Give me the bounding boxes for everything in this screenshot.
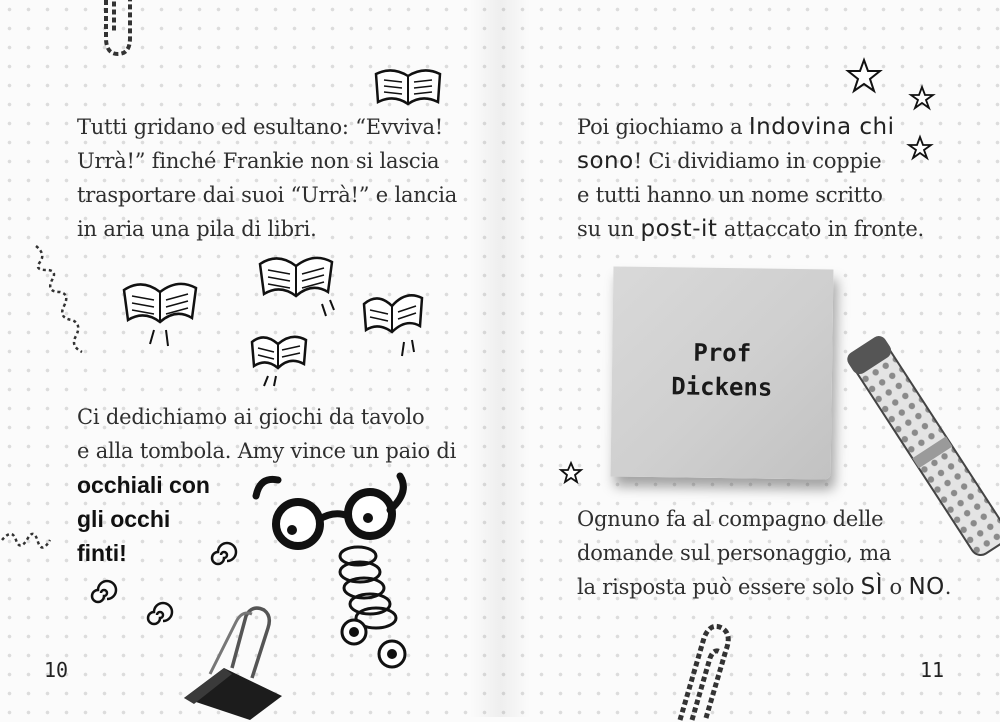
text-line: trasportare dai suoi “Urrà!” e lancia xyxy=(77,183,458,207)
post-it-line: Prof xyxy=(693,338,752,368)
text-line xyxy=(577,212,924,246)
handwritten-post-it: post-it xyxy=(640,216,718,242)
right-page xyxy=(502,0,1000,717)
text-fragment: attaccato in fronte. xyxy=(717,217,925,241)
post-it-paper xyxy=(611,266,834,479)
star-icon xyxy=(908,136,932,160)
spiral-icon xyxy=(86,578,116,608)
left-page xyxy=(0,0,498,717)
text-fragment: o xyxy=(883,575,909,599)
paperclip-icon xyxy=(670,622,730,722)
post-it-name xyxy=(612,334,833,405)
handwritten-no: NO xyxy=(908,574,945,600)
paragraph-guess-who xyxy=(577,110,924,246)
binder-clip-icon xyxy=(180,602,290,717)
page-number-right: 11 xyxy=(920,658,945,682)
flying-book-icon xyxy=(120,272,202,354)
paragraph-games xyxy=(77,400,456,468)
text-line xyxy=(577,570,951,604)
marker-pen-icon xyxy=(842,340,1000,540)
text-fragment: . xyxy=(944,575,952,599)
text-fragment: su un xyxy=(577,217,641,241)
star-icon xyxy=(560,462,582,484)
text-line: e alla tombola. Amy vince un paio di xyxy=(77,439,457,463)
bold-glasses-text xyxy=(77,468,210,570)
star-icon xyxy=(846,58,882,94)
text-line xyxy=(577,110,924,144)
text-fragment: ! Ci dividiamo in coppie xyxy=(633,149,882,173)
text-line: Ci dedichiamo ai giochi da tavolo xyxy=(77,405,425,429)
text-fragment: Poi giochiamo a xyxy=(577,115,749,139)
spiral-icon xyxy=(142,600,172,630)
flying-book-icon xyxy=(248,328,312,390)
spiral-icon xyxy=(206,540,236,570)
bold-line: occhiali con xyxy=(77,472,210,498)
post-it-line: Dickens xyxy=(671,372,773,402)
flying-book-icon xyxy=(256,248,338,330)
handwritten-game-name: Indovina chi xyxy=(748,114,895,140)
swirl-doodle-icon xyxy=(30,240,90,370)
bold-line: gli occhi xyxy=(77,506,171,532)
text-fragment: la risposta può essere solo xyxy=(577,575,861,599)
flying-book-icon xyxy=(360,286,430,366)
text-line: in aria una pila di libri. xyxy=(77,217,317,241)
text-line: Tutti gridano ed esultano: “Evviva! xyxy=(77,115,444,139)
star-icon xyxy=(910,86,934,110)
handwritten-yes: SÌ xyxy=(860,574,884,600)
handwritten-game-name: sono xyxy=(577,148,634,174)
paperclip-icon xyxy=(98,0,138,62)
text-line: e tutti hanno un nome scritto xyxy=(577,183,883,207)
open-book-icon xyxy=(372,62,444,108)
text-line xyxy=(577,144,924,178)
text-line: Ognuno fa al compagno delle xyxy=(577,507,884,531)
swirl-doodle-icon xyxy=(0,520,60,560)
paragraph-cheering xyxy=(77,110,457,246)
bold-line: finti! xyxy=(77,540,127,566)
page-number-left: 10 xyxy=(44,658,69,682)
text-line: domande sul personaggio, ma xyxy=(577,541,892,565)
text-line: Urrà!” finché Frankie non si lascia xyxy=(77,149,440,173)
post-it-note xyxy=(612,268,842,493)
